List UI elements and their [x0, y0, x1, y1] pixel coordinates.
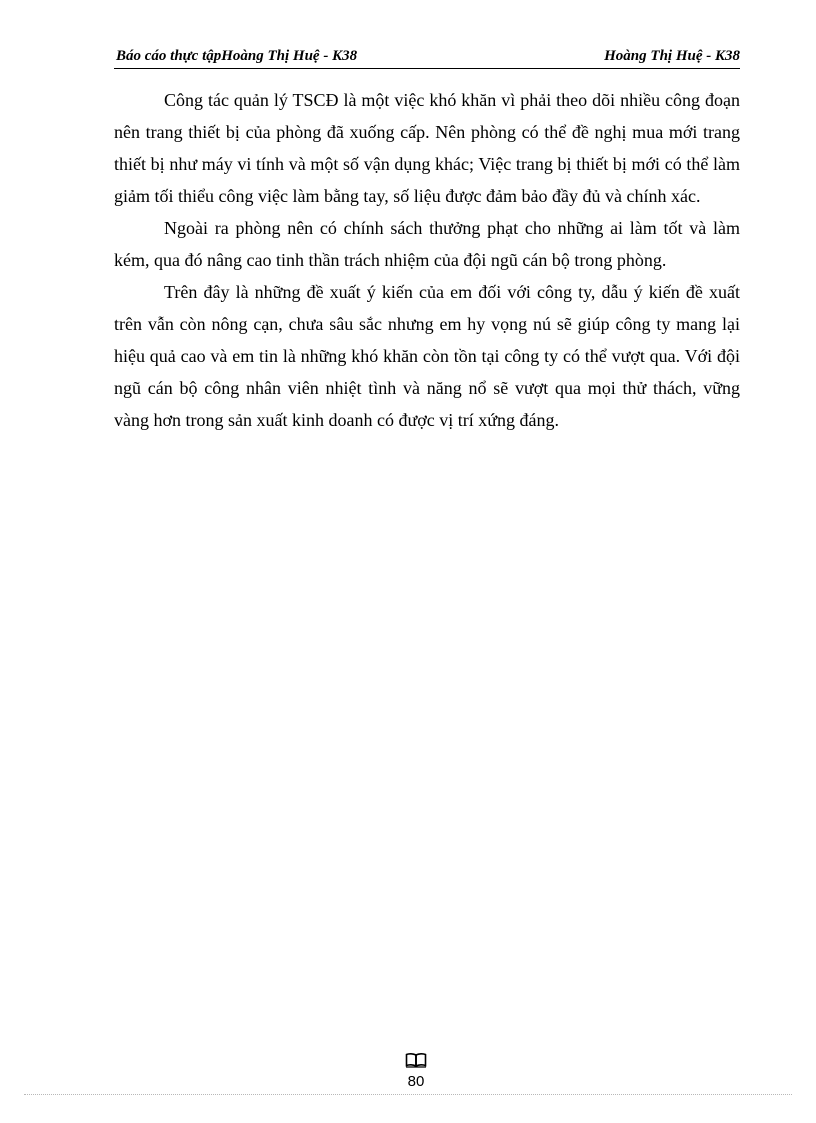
- header-left-title: Báo cáo thực tậpHoàng Thị Huệ - K38: [116, 48, 358, 64]
- page-header: [114, 48, 740, 69]
- paragraph: Trên đây là những đề xuất ý kiến của em đối với công ty, dẫu ý kiến đề xuất trên vẫn còn nông cạn, chưa sâu sắc nhưng em hy vọng nú sẽ giúp công ty mang lại hiệu quả cao và em tin là những khó khăn còn tồn tại công ty có thể vượt qua. Với đội ngũ cán bộ công nhân viên nhiệt tình và năng nổ sẽ vượt qua mọi thử thách, vững vàng hơn trong sản xuất kinh doanh có được vị trí xứng đáng.: [114, 282, 740, 430]
- page-number: 80: [407, 1073, 425, 1090]
- paragraph: Công tác quản lý TSCĐ là một việc khó khăn vì phải theo dõi nhiều công đoạn nên trang thiết bị của phòng đã xuống cấp. Nên phòng có thể đề nghị mua mới trang thiết bị như máy vi tính và một số vận dụng khác; Việc trang bị thiết bị mới có thể làm giảm tối thiểu công việc làm bằng tay, số liệu được đảm bảo đầy đủ và chính xác.: [114, 90, 740, 206]
- paragraph: Ngoài ra phòng nên có chính sách thưởng phạt cho những ai làm tốt và làm kém, qua đó nâng cao tinh thần trách nhiệm của đội ngũ cán bộ trong phòng.: [114, 218, 740, 270]
- document-body: [114, 84, 740, 436]
- bottom-divider: [24, 1094, 792, 1095]
- header-right-author: Hoàng Thị Huệ - K38: [604, 48, 740, 64]
- book-icon: [405, 1052, 427, 1068]
